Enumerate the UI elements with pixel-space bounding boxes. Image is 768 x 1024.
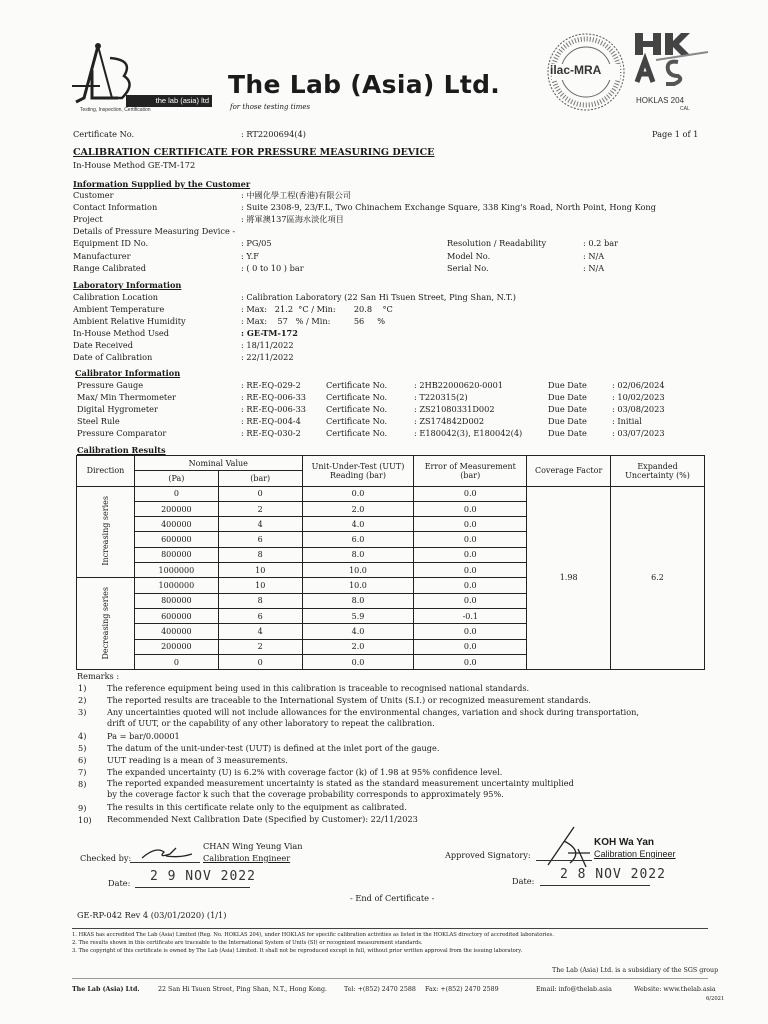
cell-error: 0.0 <box>414 639 527 654</box>
checked-signature-icon <box>136 840 196 864</box>
device-details-label: Details of Pressure Measuring Device - <box>73 226 236 236</box>
col-error-line2: (bar) <box>460 470 481 480</box>
end-of-certificate: - End of Certificate - <box>350 893 435 903</box>
method-line: In-House Method GE-TM-172 <box>73 160 196 170</box>
remark-text: by the coverage factor k such that the coverage probability corresponds to approximately 95%. <box>107 789 504 799</box>
col-uncertainty-line2: Uncertainty (%) <box>625 470 690 480</box>
cell-error: 0.0 <box>414 624 527 639</box>
footer-website: Website: www.thelab.asia <box>634 986 716 993</box>
calibrator-due: : 02/06/2024 <box>612 380 665 390</box>
date-calibration-label: Date of Calibration <box>73 352 153 362</box>
range-label: Range Calibrated <box>73 263 146 273</box>
equipment-id-value: : PG/05 <box>241 238 272 248</box>
customer-label: Customer <box>73 190 114 200</box>
remark-number: 5) <box>78 743 87 753</box>
remark-text: The results in this certificate relate only to the equipment as calibrated. <box>107 802 407 812</box>
col-bar: (bar) <box>218 471 302 486</box>
cell-error: 0.0 <box>414 593 527 608</box>
calibrator-name: Digital Hygrometer <box>77 404 158 414</box>
remark-number: 7) <box>78 767 87 777</box>
project-label: Project <box>73 214 103 224</box>
calibrator-cert-label: Certificate No. <box>326 416 388 426</box>
remark-text: Any uncertainties quoted will not include allowances for the environmental changes, variation and shock during transportation, <box>107 707 640 717</box>
certificate-title: CALIBRATION CERTIFICATE FOR PRESSURE MEASURING DEVICE <box>73 147 435 158</box>
footer-note: 3. The copyright of this certificate is owned by The Lab (Asia) Limited. It shall not be reproduced except in full, without prior written approval from the issuing laboratory. <box>72 948 523 954</box>
calibrator-name: Max/ Min Thermometer <box>77 392 176 402</box>
col-coverage: Coverage Factor <box>527 456 611 487</box>
cell-pa: 1000000 <box>134 578 218 593</box>
cell-pa: 400000 <box>134 624 218 639</box>
col-uut <box>302 456 414 487</box>
remark-number: 6) <box>78 755 87 765</box>
footer-tel: Tel: +(852) 2470 2588 <box>344 986 416 993</box>
cell-reading: 6.0 <box>302 532 414 547</box>
calibrator-cert-label: Certificate No. <box>326 428 388 438</box>
calibrator-due-label: Due Date <box>548 416 587 426</box>
location-label: Calibration Location <box>73 292 159 302</box>
increasing-series-label: Increasing series <box>100 496 110 566</box>
date-label-left: Date: <box>108 878 131 888</box>
approved-signature-line <box>536 860 592 861</box>
temperature-label: Ambient Temperature <box>73 304 165 314</box>
cell-pa: 1000000 <box>134 563 218 578</box>
company-tagline: for those testing times <box>230 103 311 111</box>
remark-number: 10) <box>78 815 92 825</box>
calibrator-heading: Calibrator Information <box>75 368 181 378</box>
calibrator-id: : RE-EQ-030-2 <box>241 428 301 438</box>
cell-bar: 2 <box>218 501 302 516</box>
decreasing-series-cell <box>77 578 135 670</box>
remark-text: Pa = bar/0.00001 <box>107 731 180 741</box>
calibrator-cert-label: Certificate No. <box>326 404 388 414</box>
coverage-factor-value: 1.98 <box>527 486 611 670</box>
remark-text: UUT reading is a mean of 3 measurements. <box>107 755 288 765</box>
cell-bar: 10 <box>218 563 302 578</box>
date-stamp-right: 2 8 NOV 2022 <box>560 867 666 882</box>
calibrator-cert: : T220315(2) <box>414 392 468 402</box>
cell-pa: 800000 <box>134 547 218 562</box>
method-used-value: : GE-TM-172 <box>241 328 298 338</box>
cell-pa: 800000 <box>134 593 218 608</box>
calibrator-due-label: Due Date <box>548 428 587 438</box>
col-uncertainty-line1: Expanded <box>637 461 678 471</box>
date-label-right: Date: <box>512 876 535 886</box>
cell-reading: 4.0 <box>302 517 414 532</box>
humidity-label: Ambient Relative Humidity <box>73 316 186 326</box>
results-heading: Calibration Results <box>77 445 166 455</box>
date-line-right <box>540 885 650 886</box>
date-calibration-value: : 22/11/2022 <box>241 352 294 362</box>
remark-number: 8) <box>78 779 87 789</box>
cell-error: 0.0 <box>414 501 527 516</box>
calibrator-due: : 03/07/2023 <box>612 428 665 438</box>
approved-name: KOH Wa Yan <box>594 837 655 848</box>
remark-text: The datum of the unit-under-test (UUT) is defined at the inlet port of the gauge. <box>107 743 440 753</box>
col-direction: Direction <box>77 456 135 487</box>
cell-bar: 6 <box>218 532 302 547</box>
remark-text: The reported results are traceable to the International System of Units (S.I.) or recognized measurement standards. <box>107 695 591 705</box>
remark-number: 3) <box>78 707 87 717</box>
calibrator-due: : 10/02/2023 <box>612 392 665 402</box>
footer-code: 6/2021 <box>706 996 725 1002</box>
manufacturer-label: Manufacturer <box>73 251 131 261</box>
cell-pa: 400000 <box>134 517 218 532</box>
cell-bar: 2 <box>218 639 302 654</box>
table-row <box>77 486 705 501</box>
approved-title: Calibration Engineer <box>594 849 676 859</box>
certificate-no-value: : RT2200694(4) <box>241 129 306 139</box>
cell-reading: 8.0 <box>302 547 414 562</box>
calibrator-name: Pressure Gauge <box>77 380 144 390</box>
remark-number: 2) <box>78 695 87 705</box>
equipment-id-label: Equipment ID No. <box>73 238 149 248</box>
footer-email: Email: info@thelab.asia <box>536 986 612 993</box>
calibrator-cert: : ZS174842D002 <box>414 416 485 426</box>
remark-text: The reported expanded measurement uncertainty is stated as the standard measurement uncertainty multiplied <box>107 778 574 788</box>
cell-error: -0.1 <box>414 608 527 623</box>
calibrator-id: : RE-EQ-006-33 <box>241 392 306 402</box>
approved-signature-icon <box>540 823 596 871</box>
logo-subtitle: Testing, Inspection, Certification <box>80 107 151 113</box>
cell-error: 0.0 <box>414 578 527 593</box>
cell-reading: 2.0 <box>302 639 414 654</box>
customer-heading: Information Supplied by the Customer <box>73 179 251 189</box>
cell-reading: 2.0 <box>302 501 414 516</box>
cell-reading: 10.0 <box>302 563 414 578</box>
serial-value: : N/A <box>583 263 605 273</box>
model-value: : N/A <box>583 251 605 261</box>
table-header-row <box>77 456 705 471</box>
approved-label: Approved Signatory: <box>445 850 531 860</box>
location-value: : Calibration Laboratory (22 San Hi Tsuen Street, Ping Shan, N.T.) <box>241 292 516 302</box>
footer-divider-2 <box>72 978 708 979</box>
calibrator-due: : 03/08/2023 <box>612 404 665 414</box>
footer-company: The Lab (Asia) Ltd. <box>72 986 140 993</box>
remark-number: 4) <box>78 731 87 741</box>
cell-error: 0.0 <box>414 563 527 578</box>
col-error-line1: Error of Measurement <box>424 461 516 471</box>
temperature-value: : Max: 21.2 °C / Min: 20.8 °C <box>241 304 393 314</box>
footer-address: 22 San Hi Tsuen Street, Ping Shan, N.T., Hong Kong. <box>158 986 327 993</box>
calibrator-cert: : E180042(3), E180042(4) <box>414 428 523 438</box>
footer-note: 2. The results shown in this certificate are traceable to the International System of Units (SI) or recognized measurement standards. <box>72 940 423 946</box>
calibrator-id: : RE-EQ-029-2 <box>241 380 301 390</box>
uncertainty-value: 6.2 <box>611 486 705 670</box>
cell-pa: 0 <box>134 486 218 501</box>
col-uncertainty <box>611 456 705 487</box>
col-error <box>414 456 527 487</box>
date-stamp-left: 2 9 NOV 2022 <box>150 869 256 884</box>
subsidiary-note: The Lab (Asia) Ltd. is a subsidiary of the SGS group <box>552 967 719 974</box>
contact-value: : Suite 2308-9, 23/F.L, Two Chinachem Exchange Square, 338 King's Road, North Point, Hong Kong <box>241 202 656 212</box>
cell-error: 0.0 <box>414 547 527 562</box>
range-value: : ( 0 to 10 ) bar <box>241 263 304 273</box>
cell-pa: 600000 <box>134 608 218 623</box>
resolution-label: Resolution / Readability <box>447 238 547 248</box>
calibrator-name: Pressure Comparator <box>77 428 167 438</box>
cell-reading: 5.9 <box>302 608 414 623</box>
calibrator-cert-label: Certificate No. <box>326 380 388 390</box>
remarks-heading: Remarks : <box>77 671 120 681</box>
model-label: Model No. <box>447 251 491 261</box>
checked-signature-line <box>130 862 200 863</box>
cell-error: 0.0 <box>414 486 527 501</box>
cell-bar: 6 <box>218 608 302 623</box>
cell-error: 0.0 <box>414 517 527 532</box>
ilac-mra-text: ilac-MRA <box>550 63 602 77</box>
cell-reading: 0.0 <box>302 654 414 669</box>
company-name: The Lab (Asia) Ltd. <box>228 70 501 99</box>
calibrator-cert: : 2HB22000620-0001 <box>414 380 504 390</box>
certificate-no-label: Certificate No. <box>73 129 135 139</box>
serial-label: Serial No. <box>447 263 489 273</box>
calibrator-due-label: Due Date <box>548 404 587 414</box>
cell-pa: 200000 <box>134 501 218 516</box>
col-nominal: Nominal Value <box>134 456 302 471</box>
remark-text: Recommended Next Calibration Date (Specified by Customer): 22/11/2023 <box>107 814 418 824</box>
date-line-left <box>135 887 250 888</box>
calibrator-due: : Initial <box>612 416 642 426</box>
calibrator-cert: : ZS21080331D002 <box>414 404 495 414</box>
footer-divider <box>72 928 708 929</box>
cell-bar: 4 <box>218 624 302 639</box>
cell-error: 0.0 <box>414 654 527 669</box>
cell-pa: 600000 <box>134 532 218 547</box>
form-reference: GE-RP-042 Rev 4 (03/01/2020) (1/1) <box>77 910 227 920</box>
footer-note: 1. HKAS has accredited The Lab (Asia) Limited (Reg. No. HOKLAS 204), under HOKLAS for specific calibration activities as listed in the HOKLAS directory of accredited laboratories. <box>72 932 554 938</box>
remark-text: drift of UUT, or the capability of any other laboratory to repeat the calibration. <box>107 718 435 728</box>
calibrator-due-label: Due Date <box>548 380 587 390</box>
date-received-value: : 18/11/2022 <box>241 340 294 350</box>
customer-value: : 中國化學工程(香港)有限公司 <box>241 190 351 200</box>
cell-bar: 8 <box>218 593 302 608</box>
cell-bar: 10 <box>218 578 302 593</box>
page-number: Page 1 of 1 <box>652 129 699 139</box>
method-used-label: In-House Method Used <box>73 328 170 338</box>
decreasing-series-label: Decreasing series <box>100 586 110 660</box>
remark-number: 1) <box>78 683 87 693</box>
cell-bar: 0 <box>218 486 302 501</box>
cell-bar: 4 <box>218 517 302 532</box>
cell-error: 0.0 <box>414 532 527 547</box>
checked-by-label: Checked by: <box>80 853 132 863</box>
remark-text: The expanded uncertainty (U) is 6.2% with coverage factor (k) of 1.98 at 95% confidence level. <box>107 767 503 777</box>
calibrator-id: : RE-EQ-004-4 <box>241 416 301 426</box>
contact-label: Contact Information <box>73 202 158 212</box>
resolution-value: : 0.2 bar <box>583 238 619 248</box>
remark-number: 9) <box>78 803 87 813</box>
cell-bar: 0 <box>218 654 302 669</box>
results-table <box>76 455 705 670</box>
hkas-mark-icon <box>632 30 712 90</box>
cell-reading: 4.0 <box>302 624 414 639</box>
calibrator-name: Steel Rule <box>77 416 120 426</box>
logo-band: the lab (asia) ltd <box>126 95 212 107</box>
cell-pa: 0 <box>134 654 218 669</box>
cell-reading: 0.0 <box>302 486 414 501</box>
cell-bar: 8 <box>218 547 302 562</box>
hoklas-cal: CAL <box>680 106 690 112</box>
humidity-value: : Max: 57 % / Min: 56 % <box>241 316 386 326</box>
increasing-series-cell <box>77 486 135 578</box>
project-value: : 將軍澳137區海水淡化項目 <box>241 214 344 224</box>
calibrator-due-label: Due Date <box>548 392 587 402</box>
checked-title: Calibration Engineer <box>203 853 291 863</box>
hoklas-number: HOKLAS 204 <box>636 96 685 105</box>
calibrator-cert-label: Certificate No. <box>326 392 388 402</box>
col-uut-line1: Unit-Under-Test (UUT) <box>311 461 405 471</box>
cell-reading: 10.0 <box>302 578 414 593</box>
cell-pa: 200000 <box>134 639 218 654</box>
checked-name: CHAN Wing Yeung Vian <box>203 841 303 851</box>
cell-reading: 8.0 <box>302 593 414 608</box>
remark-text: The reference equipment being used in this calibration is traceable to recognised national standards. <box>107 683 530 693</box>
footer-fax: Fax: +(852) 2470 2589 <box>425 986 499 993</box>
date-received-label: Date Received <box>73 340 133 350</box>
calibrator-id: : RE-EQ-006-33 <box>241 404 306 414</box>
lab-heading: Laboratory Information <box>73 280 182 290</box>
manufacturer-value: : Y.F <box>241 251 259 261</box>
col-uut-line2: Reading (bar) <box>330 470 386 480</box>
col-pa: (Pa) <box>134 471 218 486</box>
